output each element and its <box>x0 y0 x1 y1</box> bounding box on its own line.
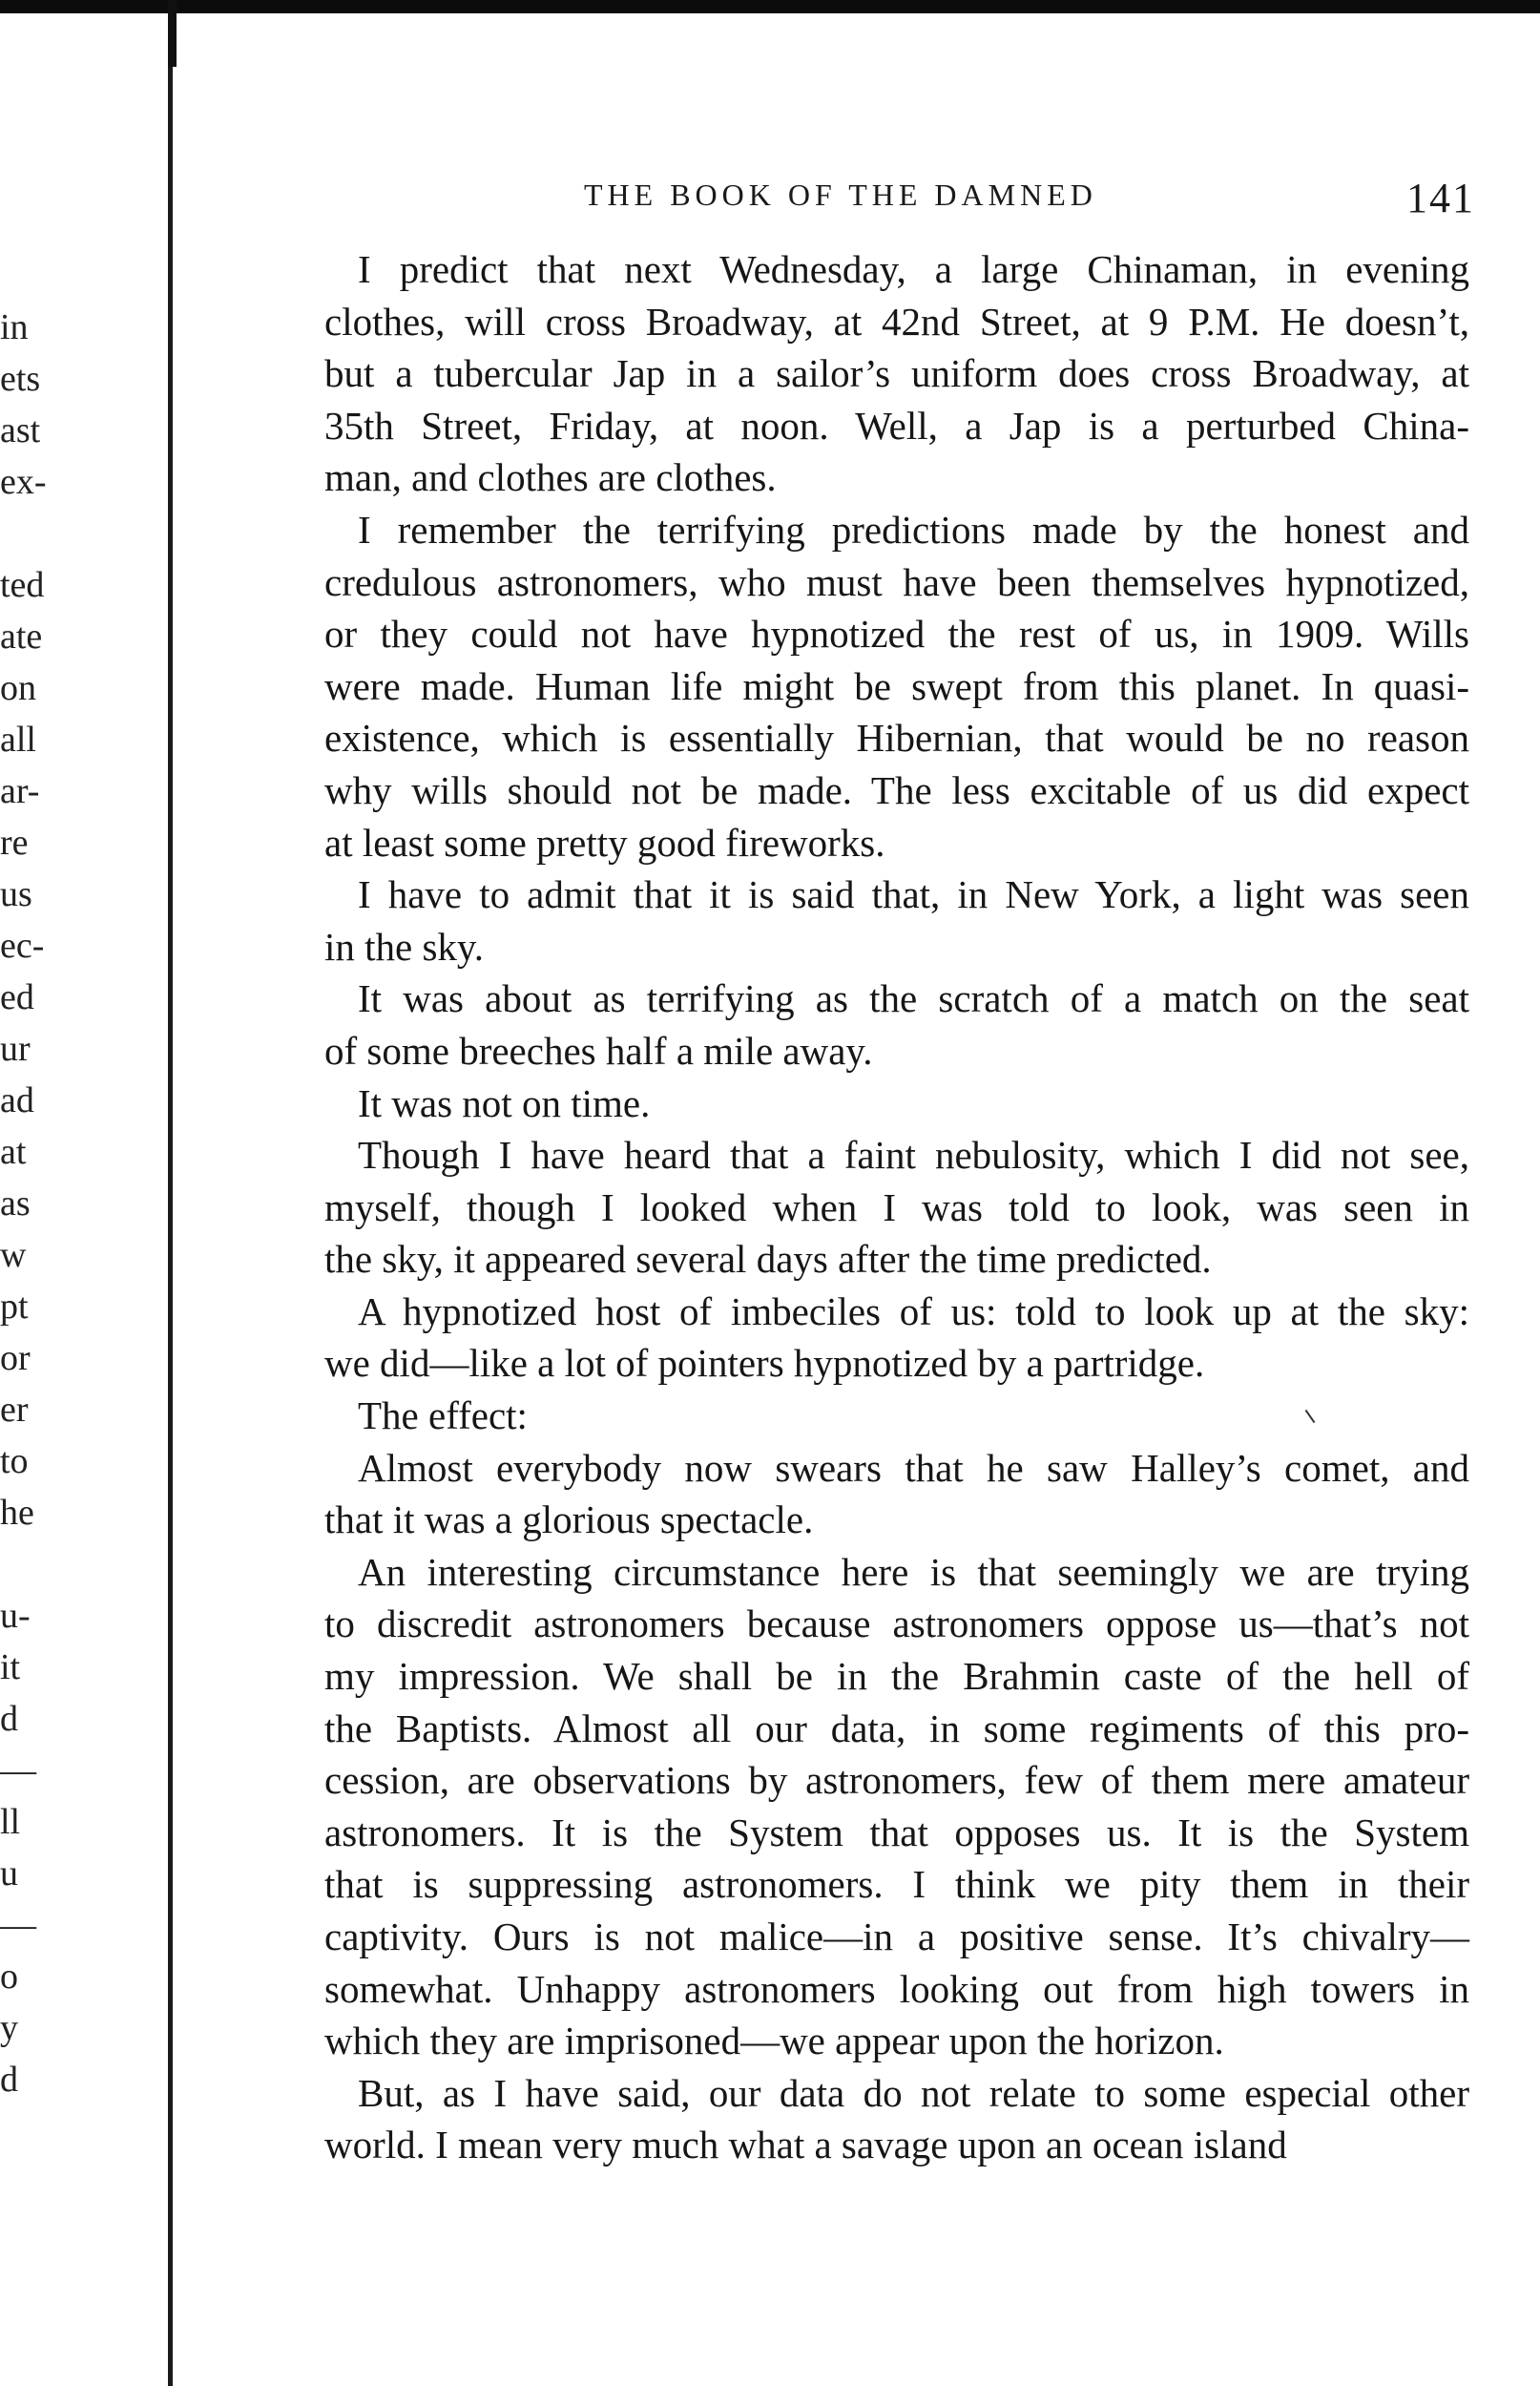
text-line: that it was a glorious spectacle. <box>324 1497 814 1542</box>
facing-page-fragment: ted <box>0 565 45 605</box>
facing-page-fragment: ex- <box>0 462 47 502</box>
text-line: of some breeches half a mile away. <box>324 1028 873 1073</box>
text-line: I have to admit that it is said that, in New York, a light was seen <box>358 872 1469 917</box>
facing-page-fragment: ad <box>0 1080 34 1120</box>
facing-page-fragment: as <box>0 1183 31 1224</box>
text-line: man, and clothes are clothes. <box>324 455 777 500</box>
facing-page-fragment: to <box>0 1441 29 1481</box>
facing-page-fragment: us <box>0 874 32 914</box>
text-line: but a tubercular Jap in a sailor’s uniform does cross Broadway, at <box>324 351 1469 396</box>
text-line: we did—like a lot of pointers hypnotized by a partridge. <box>324 1341 1205 1386</box>
facing-page-fragment: he <box>0 1493 34 1533</box>
text-line: somewhat. Unhappy astronomers looking out from high towers in <box>324 1966 1469 2011</box>
facing-page-fragment: ec- <box>0 926 45 966</box>
text-line: world. I mean very much what a savage upon an ocean island <box>324 2123 1287 2167</box>
text-line: the Baptists. Almost all our data, in some regiments of this pro- <box>324 1706 1469 1750</box>
text-line: It was not on time. <box>358 1080 651 1125</box>
text-line: why wills should not be made. The less excitable of us did expect <box>324 767 1469 812</box>
text-line: or they could not have hypnotized the rest of us, in 1909. Wills <box>324 612 1469 657</box>
text-line: at least some pretty good fireworks. <box>324 820 885 865</box>
facing-page-fragment: ur <box>0 1029 31 1069</box>
facing-page-fragment: ast <box>0 410 41 450</box>
text-line: A hypnotized host of imbeciles of us: told to look up at the sky: <box>358 1288 1469 1333</box>
text-line: An interesting circumstance here is that seemingly we are trying <box>358 1549 1469 1594</box>
text-line: that is suppressing astronomers. I think we pity them in their <box>324 1862 1469 1907</box>
facing-page-fragment: y <box>0 2008 18 2048</box>
facing-page-fragment: o <box>0 1957 18 1997</box>
text-line: astronomers. It is the System that opposes us. It is the System <box>324 1810 1469 1854</box>
facing-page-fragment: in <box>0 307 29 347</box>
text-line: credulous astronomers, who must have been themselves hypnotized, <box>324 559 1469 604</box>
facing-page-fragment <box>0 508 67 559</box>
facing-page-fragment <box>0 1538 67 1590</box>
facing-page-fragment: pt <box>0 1287 29 1327</box>
facing-page-fragment: all <box>0 720 36 760</box>
facing-page-fragment: ll <box>0 1802 21 1842</box>
scan-top-edge <box>0 0 1540 13</box>
facing-page-fragment: or <box>0 1338 31 1378</box>
text-line: to discredit astronomers because astronomers oppose us—that’s not <box>324 1601 1469 1646</box>
book-gutter <box>168 0 173 2386</box>
facing-page-fragment: d <box>0 2060 18 2100</box>
body-text <box>324 243 1469 2171</box>
facing-page-fragment: on <box>0 668 36 708</box>
facing-page-fragment: ate <box>0 617 43 657</box>
facing-page-fragments <box>0 302 67 2105</box>
text-line: existence, which is essentially Hibernian, that would be no reason <box>324 716 1469 761</box>
facing-page-fragment: re <box>0 823 29 863</box>
facing-page-fragment: at <box>0 1132 27 1172</box>
text-line: But, as I have said, our data do not relate to some especial other <box>358 2070 1469 2115</box>
running-title: THE BOOK OF THE DAMNED <box>584 178 1097 212</box>
text-line: myself, though I looked when I was told to look, was seen in <box>324 1184 1469 1229</box>
text-line: The effect: <box>358 1393 528 1438</box>
text-line: It was about as terrifying as the scratch of a match on the seat <box>358 976 1469 1021</box>
facing-page-fragment: u- <box>0 1596 31 1636</box>
facing-page-fragment: it <box>0 1647 21 1687</box>
page-number: 141 <box>1406 175 1475 221</box>
text-line: I predict that next Wednesday, a large Chinaman, in evening <box>358 247 1469 291</box>
facing-page-fragment: — <box>0 1905 36 1945</box>
facing-page-fragment: u <box>0 1853 18 1894</box>
text-line: in the sky. <box>324 924 485 969</box>
facing-page-fragment: — <box>0 1750 36 1790</box>
text-line: which they are imprisoned—we appear upon the horizon. <box>324 2019 1224 2063</box>
text-line: Though I have heard that a faint nebulosity, which I did not see, <box>358 1133 1469 1178</box>
text-line: were made. Human life might be swept from this planet. In quasi- <box>324 663 1469 708</box>
text-line: my impression. We shall be in the Brahmin caste of the hell of <box>324 1654 1469 1699</box>
facing-page-fragment: ets <box>0 359 41 399</box>
facing-page-fragment: d <box>0 1699 18 1739</box>
text-line: the sky, it appeared several days after the time predicted. <box>324 1237 1212 1282</box>
text-line: Almost everybody now swears that he saw Halley’s comet, and <box>358 1445 1469 1490</box>
text-line: cession, are observations by astronomers, few of them mere amateur <box>324 1758 1469 1803</box>
text-line: captivity. Ours is not malice—in a positive sense. It’s chivalry— <box>324 1915 1469 1958</box>
facing-page-fragment: ar- <box>0 771 40 811</box>
facing-page-fragment: ed <box>0 977 34 1017</box>
text-line: clothes, will cross Broadway, at 42nd Street, at 9 P.M. He doesn’t, <box>324 299 1469 344</box>
text-line: 35th Street, Friday, at noon. Well, a Jap is a perturbed China- <box>324 403 1469 448</box>
facing-page-fragment: w <box>0 1235 27 1275</box>
text-line: I remember the terrifying predictions made by the honest and <box>358 507 1469 552</box>
facing-page-fragment: er <box>0 1390 29 1430</box>
